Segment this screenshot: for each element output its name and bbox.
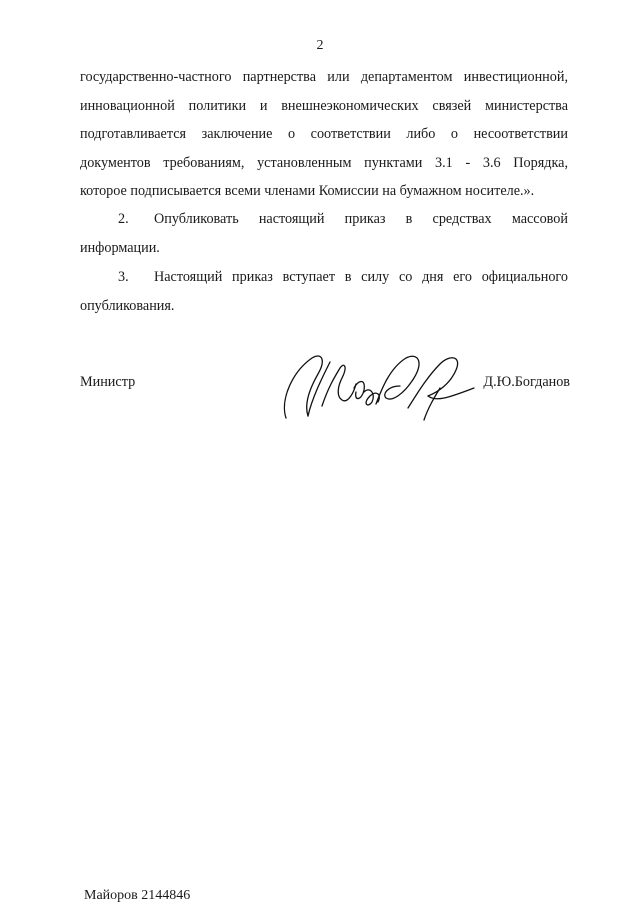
- list-item-continuation: опубликования.: [80, 297, 175, 314]
- word: массовой: [511, 211, 568, 227]
- list-item-text: [154, 205, 568, 234]
- signatory-title: Министр: [80, 374, 136, 390]
- signature-block: [80, 366, 570, 426]
- list-item-3: [80, 263, 568, 320]
- list-item-number: 3.: [118, 269, 129, 285]
- text-line: подготавливается заключение о соответствии либо о несоответствии: [80, 126, 568, 142]
- word: приказ: [344, 211, 386, 227]
- text-line: документов требованиям, установленным пунктами 3.1 - 3.6 Порядка,: [80, 154, 568, 171]
- word: средствах: [432, 211, 492, 227]
- text-line: государственно-частного партнерства или департаментом инвестиционной,: [80, 69, 568, 85]
- word: в: [405, 211, 413, 227]
- list-item-line: Настоящий приказ вступает в силу со дня его официального: [154, 269, 568, 285]
- word: настоящий: [258, 211, 325, 227]
- list-item-continuation: информации.: [80, 239, 160, 256]
- text-line: которое подписывается всеми членами Комиссии на бумажном носителе.».: [80, 183, 535, 199]
- list-item-first-line: [80, 205, 568, 234]
- list-item-text: [154, 263, 568, 292]
- executor-note: Майоров 2144846: [84, 888, 191, 903]
- list-item-2: [80, 205, 568, 262]
- paragraph-continuation: [80, 63, 568, 206]
- word: Опубликовать: [154, 211, 239, 227]
- list-item-number: 2.: [118, 211, 129, 227]
- handwritten-signature: [278, 348, 478, 426]
- list-item-first-line: [80, 263, 568, 292]
- page-number: 2: [316, 38, 324, 53]
- text-line: инновационной политики и внешнеэкономических связей министерства: [80, 97, 568, 114]
- signatory-name: Д.Ю.Богданов: [483, 374, 570, 390]
